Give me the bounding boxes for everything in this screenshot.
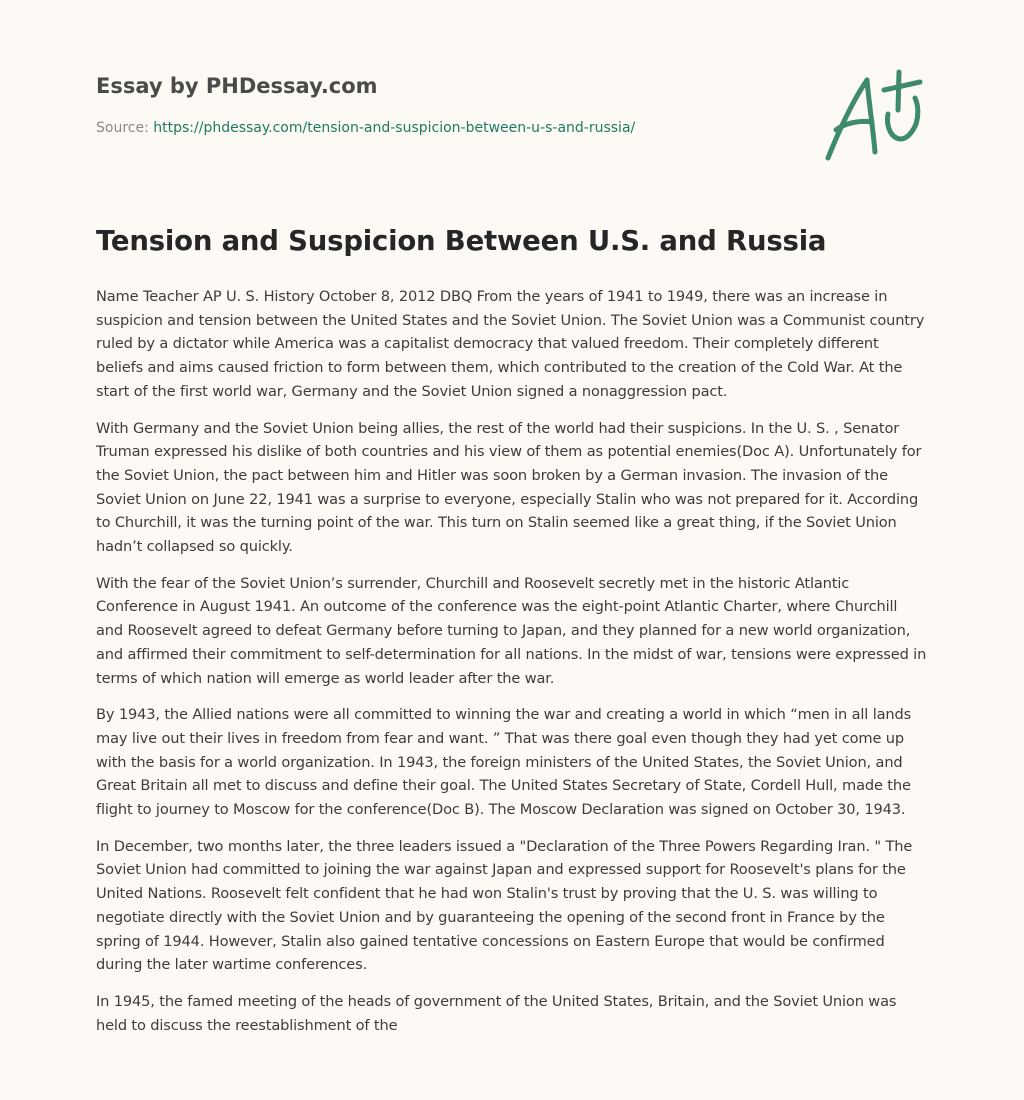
source-line [96,120,796,136]
site-brand: Essay by PHDessay.com [96,74,378,98]
source-link[interactable]: https://phdessay.com/tension-and-suspicion-between-u-s-and-russia/ [153,120,636,136]
essay-paragraph: In December, two months later, the three leaders issued a "Declaration of the Three Powers Regarding Iran. " The Soviet Union had committed to joining the war against Japan and expressed support for Roosevelt's plans for the United Nations. Roosevelt felt confident that he had won Stalin's trust by proving that the U. S. was willing to negotiate directly with the Soviet Union and by guaranteeing the opening of the second front in France by the spring of 1944. However, Stalin also gained tentative concessions on Eastern Europe that would be confirmed during the later wartime conferences. [96,837,913,974]
essay-paragraph: With Germany and the Soviet Union being allies, the rest of the world had their suspicions. In the U. S. , Senator Truman expressed his dislike of both countries and his view of them as potential enemies(Doc A). Unfortunately for the Soviet Union, the pact between him and Hitler was soon broken by a German invasion. The invasion of the Soviet Union on June 22, 1941 was a surprise to everyone, especially Stalin who was not prepared for it. According to Churchill, it was the turning point of the war. This turn on Stalin seemed like a great thing, if the Soviet Union hadn’t collapsed so quickly. [96,419,922,556]
a-plus-grade-icon [818,66,930,166]
essay-body [96,285,928,1050]
essay-paragraph: With the fear of the Soviet Union’s surrender, Churchill and Roosevelt secretly met in the historic Atlantic Conference in August 1941. An outcome of the conference was the eight-point Atlantic Charter, where Churchill and Roosevelt agreed to defeat Germany before turning to Japan, and they planned for a new world organization, and affirmed their commitment to self-determination for all nations. In the midst of war, tensions were expressed in terms of which nation will emerge as world leader after the war. [96,574,927,687]
essay-paragraph: Name Teacher AP U. S. History October 8, 2012 DBQ From the years of 1941 to 1949, there was an increase in suspicion and tension between the United States and the Soviet Union. The Soviet Union was a Communist country ruled by a dictator while America was a capitalist democracy that valued freedom. Their completely different beliefs and aims caused friction to form between them, which contributed to the creation of the Cold War. At the start of the first world war, Germany and the Soviet Union signed a nonaggression pact. [96,288,925,400]
source-label: Source: [96,120,149,136]
essay-paragraph: By 1943, the Allied nations were all committed to winning the war and creating a world in which “men in all lands may live out their lives in freedom from fear and want. ” That was there goal even though they had yet come up with the basis for a world organization. In 1943, the foreign ministers of the United States, the Soviet Union, and Great Britain all met to discuss and define their goal. The United States Secretary of State, Cordell Hull, made the flight to journey to Moscow for the conference(Doc B). The Moscow Declaration was signed on October 30, 1943. [96,706,912,819]
essay-title: Tension and Suspicion Between U.S. and Russia [96,225,827,257]
essay-paragraph: In 1945, the famed meeting of the heads of government of the United States, Britain, and the Soviet Union was held to discuss the reestablishment of the [96,992,897,1034]
page-header [96,74,796,136]
